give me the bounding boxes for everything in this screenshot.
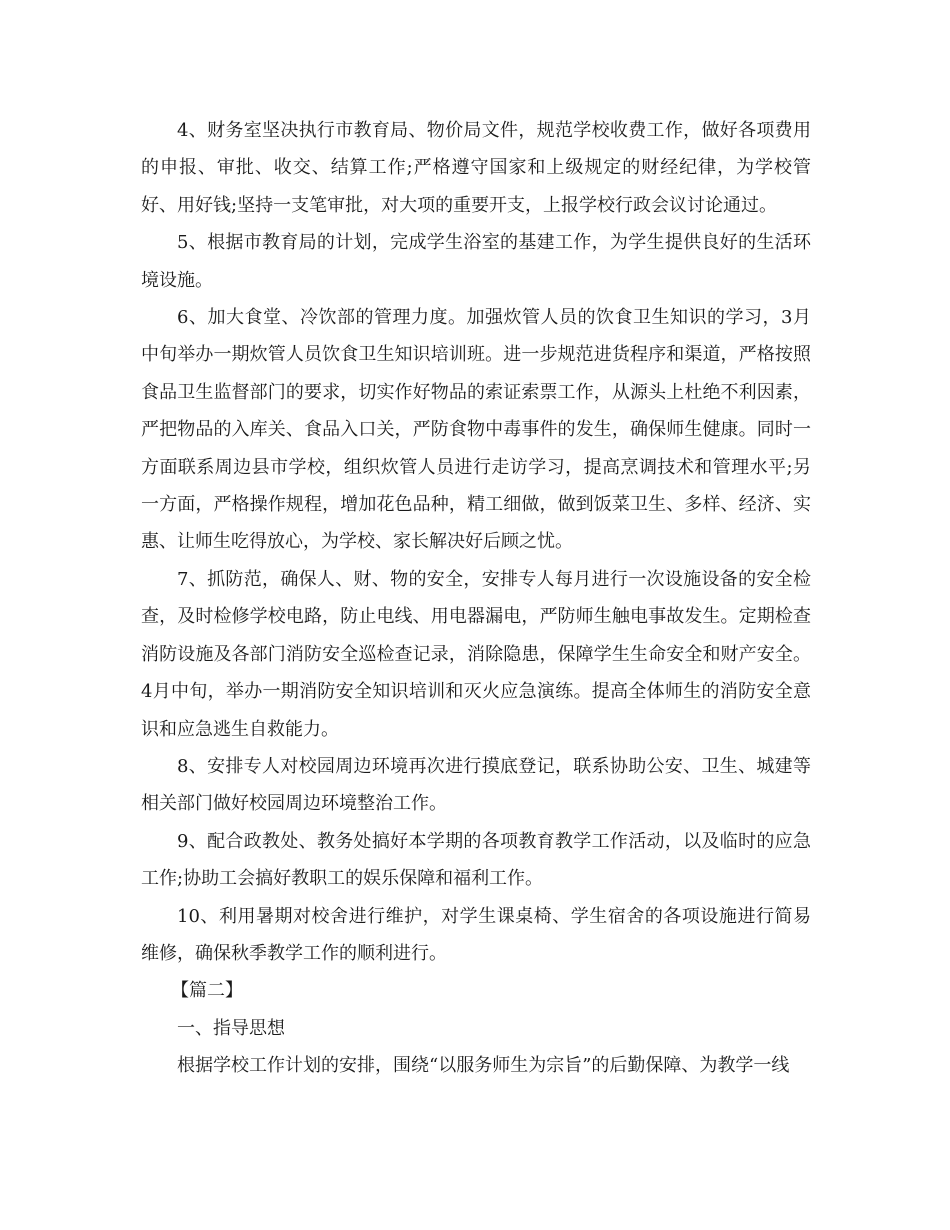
paragraph-item-7: 7、抓防范，确保人、财、物的安全，安排专人每月进行一次设施设备的安全检查，及时检修学校电路，防止电线、用电器漏电，严防师生触电事故发生。定期检查消防设施及各部门消防安全巡检查记录，消除隐患，保障学生生命安全和财产安全。4月中旬，举办一期消防安全知识培训和灭火应急演练。提高全体师生的消防安全意识和应急逃生自救能力。 — [141, 568, 811, 740]
section-title: 【篇二】 — [171, 980, 243, 1002]
paragraph-item-9: 9、配合政教处、教务处搞好本学期的各项教育教学工作活动，以及临时的应急工作;协助工会搞好教职工的娱乐保障和福利工作。 — [141, 830, 811, 890]
paragraph-item-5: 5、根据市教育局的计划，完成学生浴室的基建工作，为学生提供良好的生活环境设施。 — [141, 232, 811, 291]
section-subheading: 一、指导思想 — [177, 1017, 285, 1039]
paragraph-item-8: 8、安排专人对校园周边环境再次进行摸底登记，联系协助公安、卫生、城建等相关部门做好校园周边环境整治工作。 — [141, 755, 811, 815]
document-body — [141, 112, 811, 1085]
paragraph-item-4: 4、财务室坚决执行市教育局、物价局文件，规范学校收费工作，做好各项费用的申报、审批、收交、结算工作;严格遵守国家和上级规定的财经纪律，为学校管好、用好钱;坚持一支笔审批，对大项的重要开支，上报学校行政会议讨论通过。 — [141, 120, 811, 216]
paragraph-guiding-thought: 根据学校工作计划的安排，围绕“以服务师生为宗旨”的后勤保障、为教学一线 — [177, 1055, 790, 1077]
paragraph-item-6: 6、加大食堂、冷饮部的管理力度。加强炊管人员的饮食卫生知识的学习，3月中旬举办一期炊管人员饮食卫生知识培训班。进一步规范进货程序和渠道，严格按照食品卫生监督部门的要求，切实作好物品的索证索票工作，从源头上杜绝不利因素，严把物品的入库关、食品入口关，严防食物中毒事件的发生，确保师生健康。同时一方面联系周边县市学校，组织炊管人员进行走访学习，提高烹调技术和管理水平;另一方面，严格操作规程，增加花色品种，精工细做，做到饭菜卫生、多样、经济、实惠、让师生吃得放心，为学校、家长解决好后顾之忧。 — [141, 307, 811, 553]
paragraph-item-10: 10、利用暑期对校舍进行维护，对学生课桌椅、学生宿舍的各项设施进行简易维修，确保秋季教学工作的顺利进行。 — [141, 905, 811, 964]
